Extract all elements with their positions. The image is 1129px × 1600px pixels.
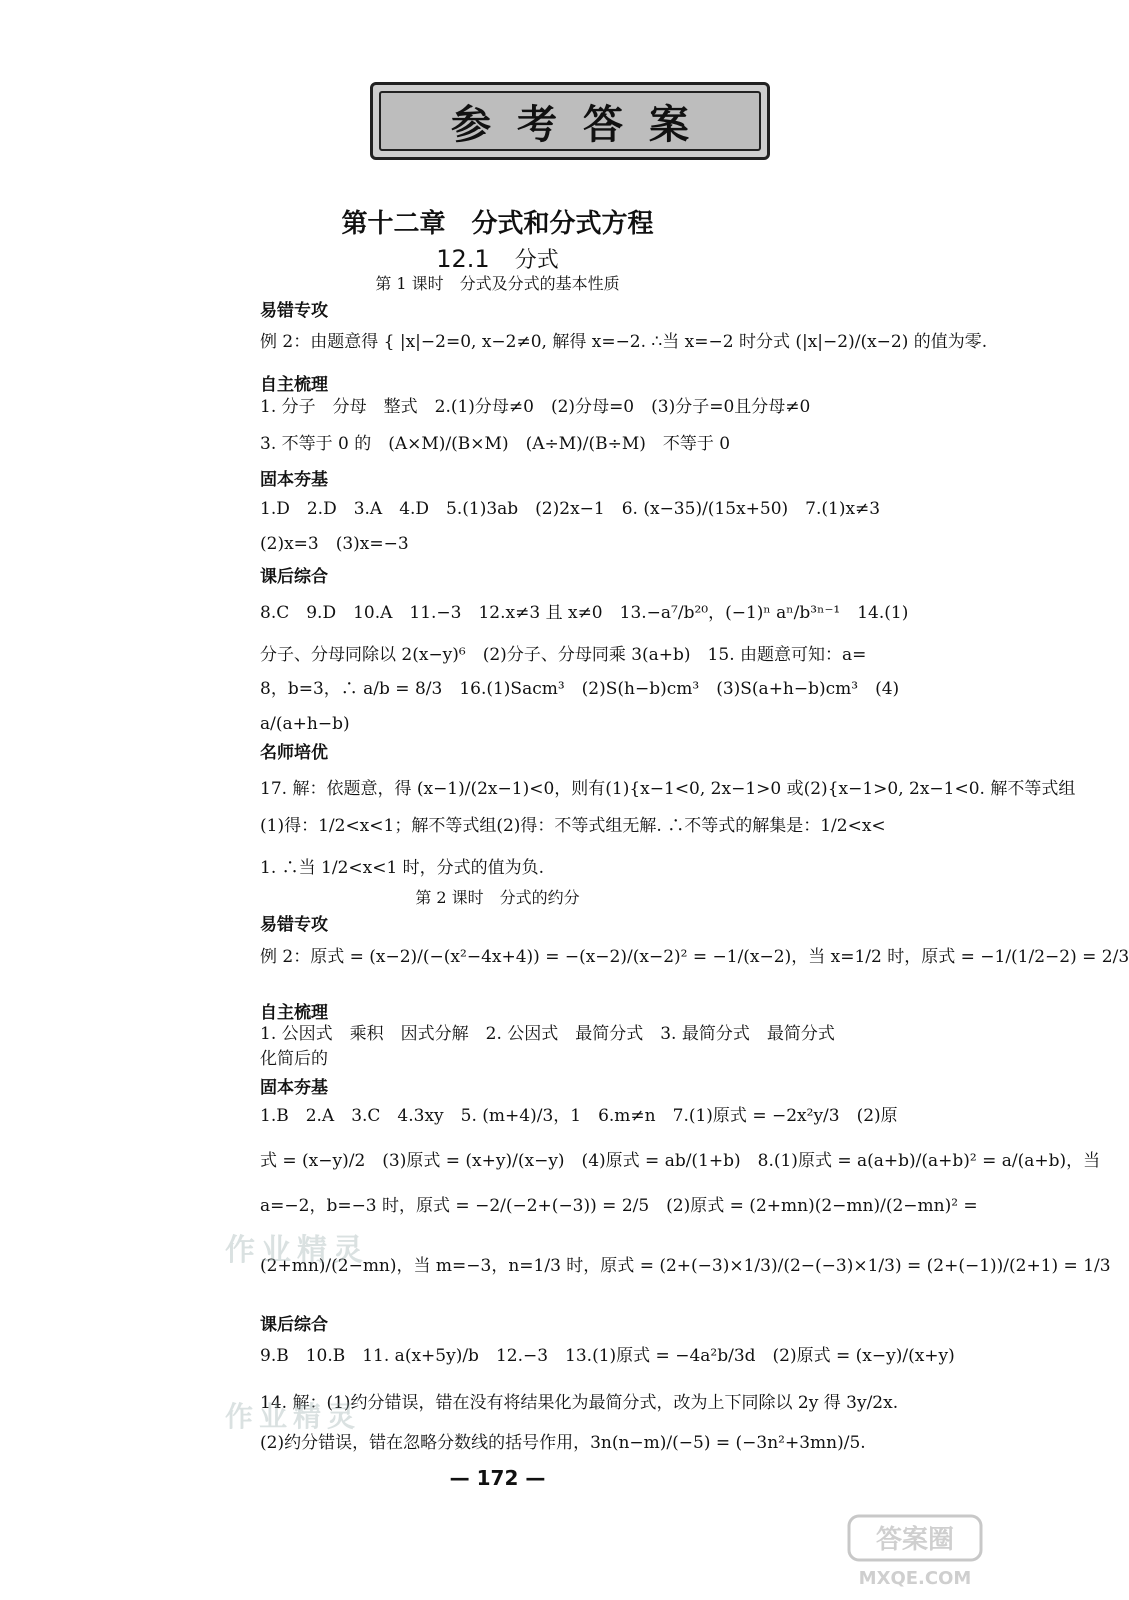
header-guben-1: 固本夯基 <box>260 470 328 490</box>
section-name: 分式 <box>514 248 559 273</box>
line-17: 式 = (x−y)/2 (3)原式 = (x+y)/(x−y) (4)原式 = ab/(1+b) 8.(1)原式 = a(a+b)/(a+b)² = a/(a+b)，当 <box>260 1151 1101 1171</box>
section-number: 12.1 <box>436 245 490 273</box>
page-number: — 172 — <box>449 1466 546 1490</box>
line-22: (2)约分错误，错在忽略分数线的括号作用，3n(n−m)/(−5) = (−3n²+3mn)/5. <box>260 1433 866 1453</box>
line-9: a/(a+h−b) <box>260 714 350 734</box>
line-1: 例 2：由题意得 { |x|−2=0, x−2≠0, 解得 x=−2. ∴当 x=−2 时分式 (|x|−2)/(x−2) 的值为零. <box>260 332 988 352</box>
site-logo <box>845 1512 985 1592</box>
line-20: 9.B 10.B 11. a(x+5y)/b 12.−3 13.(1)原式 = −4a²b/3d (2)原式 = (x−y)/(x+y) <box>260 1346 955 1366</box>
line-4: 1.D 2.D 3.A 4.D 5.(1)3ab (2)2x−1 6. (x−35)/(15x+50) 7.(1)x≠3 <box>260 499 881 519</box>
header-mingshi-1: 名师培优 <box>260 743 328 763</box>
lesson-1-title: 第 1 课时 分式及分式的基本性质 <box>375 274 620 293</box>
logo-text: 答案圈 <box>875 1525 955 1555</box>
section-title <box>0 243 995 274</box>
line-7: 分子、分母同除以 2(x−y)⁶ (2)分子、分母同乘 3(a+b) 15. 由题意可知：a= <box>260 645 867 665</box>
line-16: 1.B 2.A 3.C 4.3xy 5. (m+4)/3，1 6.m≠n 7.(1)原式 = −2x²y/3 (2)原 <box>260 1106 898 1126</box>
header-guben-2: 固本夯基 <box>260 1078 328 1098</box>
header-zizhu-2: 自主梳理 <box>260 1003 328 1023</box>
logo-mark-icon <box>845 1512 985 1592</box>
header-yicuo-2: 易错专攻 <box>260 915 328 935</box>
header-zizhu-1: 自主梳理 <box>260 375 328 395</box>
banner-title: 参考答案 <box>379 91 761 151</box>
line-8: 8，b=3，∴ a/b = 8/3 16.(1)Sacm³ (2)S(h−b)cm³ (3)S(a+h−b)cm³ (4) <box>260 679 900 699</box>
header-kehou-1: 课后综合 <box>260 567 328 587</box>
line-15: 化简后的 <box>260 1049 328 1069</box>
chapter-title: 第十二章 分式和分式方程 <box>341 209 654 239</box>
line-12: 1. ∴当 1/2<x<1 时，分式的值为负. <box>260 858 545 878</box>
logo-url: MXQE.COM <box>858 1568 972 1589</box>
line-18: a=−2，b=−3 时，原式 = −2/(−2+(−3)) = 2/5 (2)原式 = (2+mn)(2−mn)/(2−mn)² = <box>260 1196 978 1216</box>
line-10: 17. 解：依题意，得 (x−1)/(2x−1)<0，则有(1){x−1<0, 2x−1>0 或(2){x−1>0, 2x−1<0. 解不等式组 <box>260 779 1076 799</box>
line-19: (2+mn)/(2−mn)，当 m=−3，n=1/3 时，原式 = (2+(−3)×1/3)/(2−(−3)×1/3) = (2+(−1))/(2+1) = 1/3 <box>260 1256 1111 1276</box>
header-yicuo-1: 易错专攻 <box>260 301 328 321</box>
line-21: 14. 解：(1)约分错误，错在没有将结果化为最简分式，改为上下同除以 2y 得 3y/2x. <box>260 1393 899 1413</box>
line-3: 3. 不等于 0 的 (A×M)/(B×M) (A÷M)/(B÷M) 不等于 0 <box>260 434 731 454</box>
lesson-2-title: 第 2 课时 分式的约分 <box>415 888 580 907</box>
line-2: 1. 分子 分母 整式 2.(1)分母≠0 (2)分母=0 (3)分子=0且分母≠0 <box>260 397 811 417</box>
watermark-2: 作业精灵 <box>225 1400 362 1433</box>
header-kehou-2: 课后综合 <box>260 1315 328 1335</box>
line-11: (1)得：1/2<x<1；解不等式组(2)得：不等式组无解. ∴不等式的解集是：1/2<x< <box>260 816 886 836</box>
answer-banner <box>370 82 770 160</box>
line-13: 例 2：原式 = (x−2)/(−(x²−4x+4)) = −(x−2)/(x−2)² = −1/(x−2)，当 x=1/2 时，原式 = −1/(1/2−2) = 2/3 <box>260 947 1129 967</box>
line-5: (2)x=3 (3)x=−3 <box>260 534 409 554</box>
line-6: 8.C 9.D 10.A 11.−3 12.x≠3 且 x≠0 13.−a⁷/b²⁰，(−1)ⁿ aⁿ/b³ⁿ⁻¹ 14.(1) <box>260 603 909 623</box>
watermark-1: 作业精灵 <box>225 1233 369 1268</box>
line-14: 1. 公因式 乘积 因式分解 2. 公因式 最简分式 3. 最简分式 最简分式 <box>260 1024 835 1044</box>
